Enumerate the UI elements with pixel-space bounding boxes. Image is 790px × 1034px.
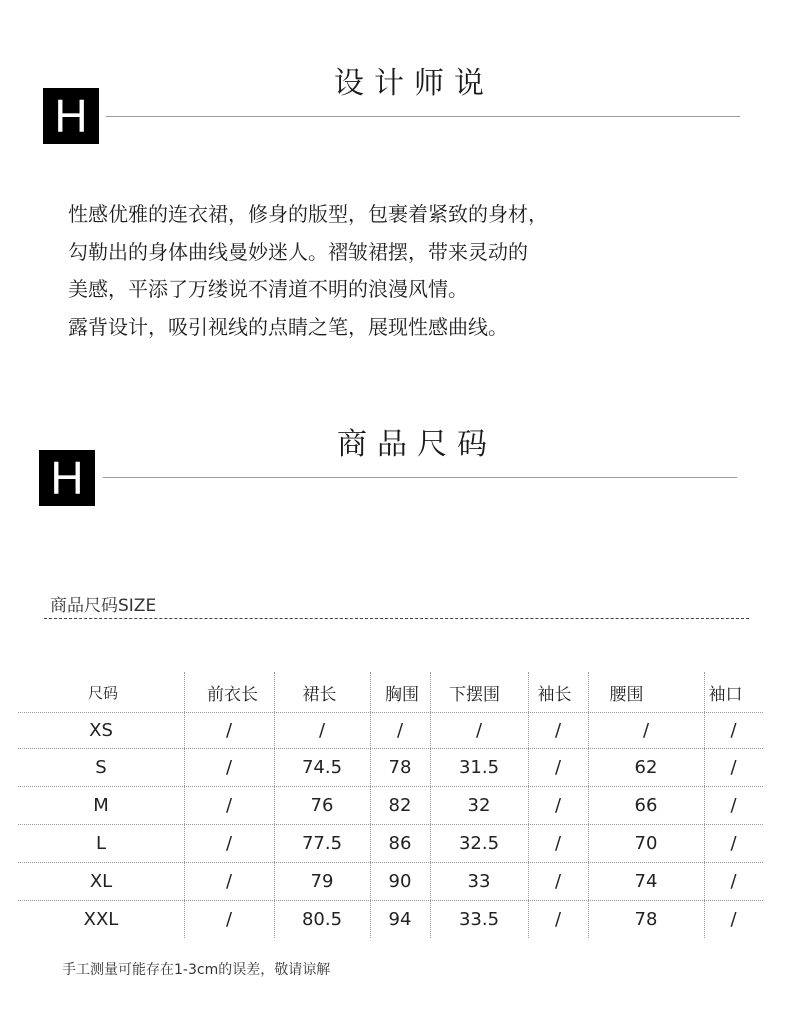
- table-data-cell: /: [730, 756, 737, 778]
- table-header-cell: 腰围: [609, 684, 644, 705]
- table-data-cell: /: [225, 719, 233, 741]
- table-header-cell: 袖长: [537, 684, 572, 705]
- table-data-cell: /: [225, 832, 233, 854]
- table-size-cell: L: [95, 832, 107, 854]
- table-data-cell: 78: [634, 908, 658, 930]
- table-data-cell: 33: [467, 870, 491, 892]
- table-header-cell: 袖口: [708, 684, 743, 705]
- table-size-cell: XS: [89, 719, 113, 741]
- table-data-cell: /: [318, 719, 326, 741]
- table-header-cell: 尺码: [87, 683, 118, 702]
- section-divider-size: [103, 477, 737, 478]
- table-row-separator: [18, 786, 763, 787]
- table-column-separator: [430, 672, 431, 938]
- table-size-cell: XXL: [83, 908, 119, 930]
- table-data-cell: /: [225, 756, 233, 778]
- table-data-cell: 31.5: [458, 756, 500, 778]
- table-row-separator: [18, 900, 763, 901]
- table-data-cell: 80.5: [301, 908, 343, 930]
- table-row-separator: [18, 748, 763, 749]
- table-data-cell: 74: [634, 870, 658, 892]
- designer-description: [68, 196, 768, 346]
- table-row-separator: [18, 862, 763, 863]
- table-data-cell: /: [642, 719, 650, 741]
- section-divider-designer: [106, 116, 740, 117]
- section-badge-size: H: [39, 450, 95, 506]
- table-data-cell: 86: [388, 832, 412, 854]
- section-badge-designer: H: [43, 88, 99, 144]
- table-size-cell: M: [93, 794, 109, 816]
- table-data-cell: /: [730, 832, 737, 854]
- table-data-cell: 76: [310, 794, 334, 816]
- table-data-cell: /: [554, 832, 562, 854]
- table-data-cell: 62: [634, 756, 658, 778]
- table-header-cell: 前衣长: [207, 684, 258, 705]
- table-column-separator: [370, 672, 371, 938]
- table-column-separator: [184, 672, 185, 938]
- table-data-cell: /: [225, 794, 233, 816]
- description-line: 勾勒出的身体曲线曼妙迷人。褶皱裙摆，带来灵动的: [68, 239, 528, 264]
- table-row-separator: [18, 712, 763, 713]
- table-data-cell: 79: [310, 870, 334, 892]
- measurement-note: 手工测量可能存在1-3cm的误差，敬请谅解: [62, 962, 331, 978]
- table-data-cell: /: [730, 908, 737, 930]
- table-data-cell: /: [225, 870, 233, 892]
- table-data-cell: 32: [467, 794, 491, 816]
- size-table: [18, 672, 763, 938]
- table-data-cell: 77.5: [301, 832, 343, 854]
- table-data-cell: 94: [388, 908, 412, 930]
- table-column-separator: [528, 672, 529, 938]
- table-size-cell: XL: [89, 870, 113, 892]
- table-size-cell: S: [95, 756, 107, 778]
- table-column-separator: [704, 672, 705, 938]
- table-data-cell: 32.5: [458, 832, 500, 854]
- table-data-cell: /: [554, 908, 562, 930]
- table-column-separator: [274, 672, 275, 938]
- table-data-cell: /: [730, 719, 737, 741]
- table-data-cell: /: [475, 719, 483, 741]
- table-data-cell: 66: [634, 794, 658, 816]
- table-data-cell: /: [554, 756, 562, 778]
- description-line: 美感，平添了万缕说不清道不明的浪漫风情。: [68, 277, 468, 301]
- table-data-cell: /: [554, 794, 562, 816]
- table-data-cell: /: [554, 719, 562, 741]
- size-label-divider: [44, 618, 749, 619]
- table-column-separator: [588, 672, 589, 938]
- description-line: 性感优雅的连衣裙，修身的版型，包裹着紧致的身材，: [68, 202, 548, 226]
- table-data-cell: /: [730, 870, 737, 892]
- section-title-size: 商品尺码: [337, 427, 497, 462]
- size-table-label: 商品尺码SIZE: [50, 596, 157, 616]
- section-title-designer: 设计师说: [334, 66, 494, 101]
- description-line: 露背设计，吸引视线的点睛之笔，展现性感曲线。: [68, 314, 508, 339]
- table-data-cell: 70: [634, 832, 658, 854]
- table-data-cell: 33.5: [458, 908, 500, 930]
- table-data-cell: /: [730, 794, 737, 816]
- table-data-cell: 78: [388, 756, 412, 778]
- table-data-cell: /: [396, 719, 404, 741]
- table-row-separator: [18, 824, 763, 825]
- table-header-cell: 裙长: [302, 684, 337, 705]
- table-data-cell: /: [554, 870, 562, 892]
- table-header-cell: 下摆围: [449, 684, 500, 705]
- table-header-cell: 胸围: [385, 684, 419, 705]
- table-data-cell: 82: [388, 794, 412, 816]
- table-data-cell: 90: [388, 870, 412, 892]
- table-data-cell: /: [225, 908, 233, 930]
- table-data-cell: 74.5: [301, 756, 343, 778]
